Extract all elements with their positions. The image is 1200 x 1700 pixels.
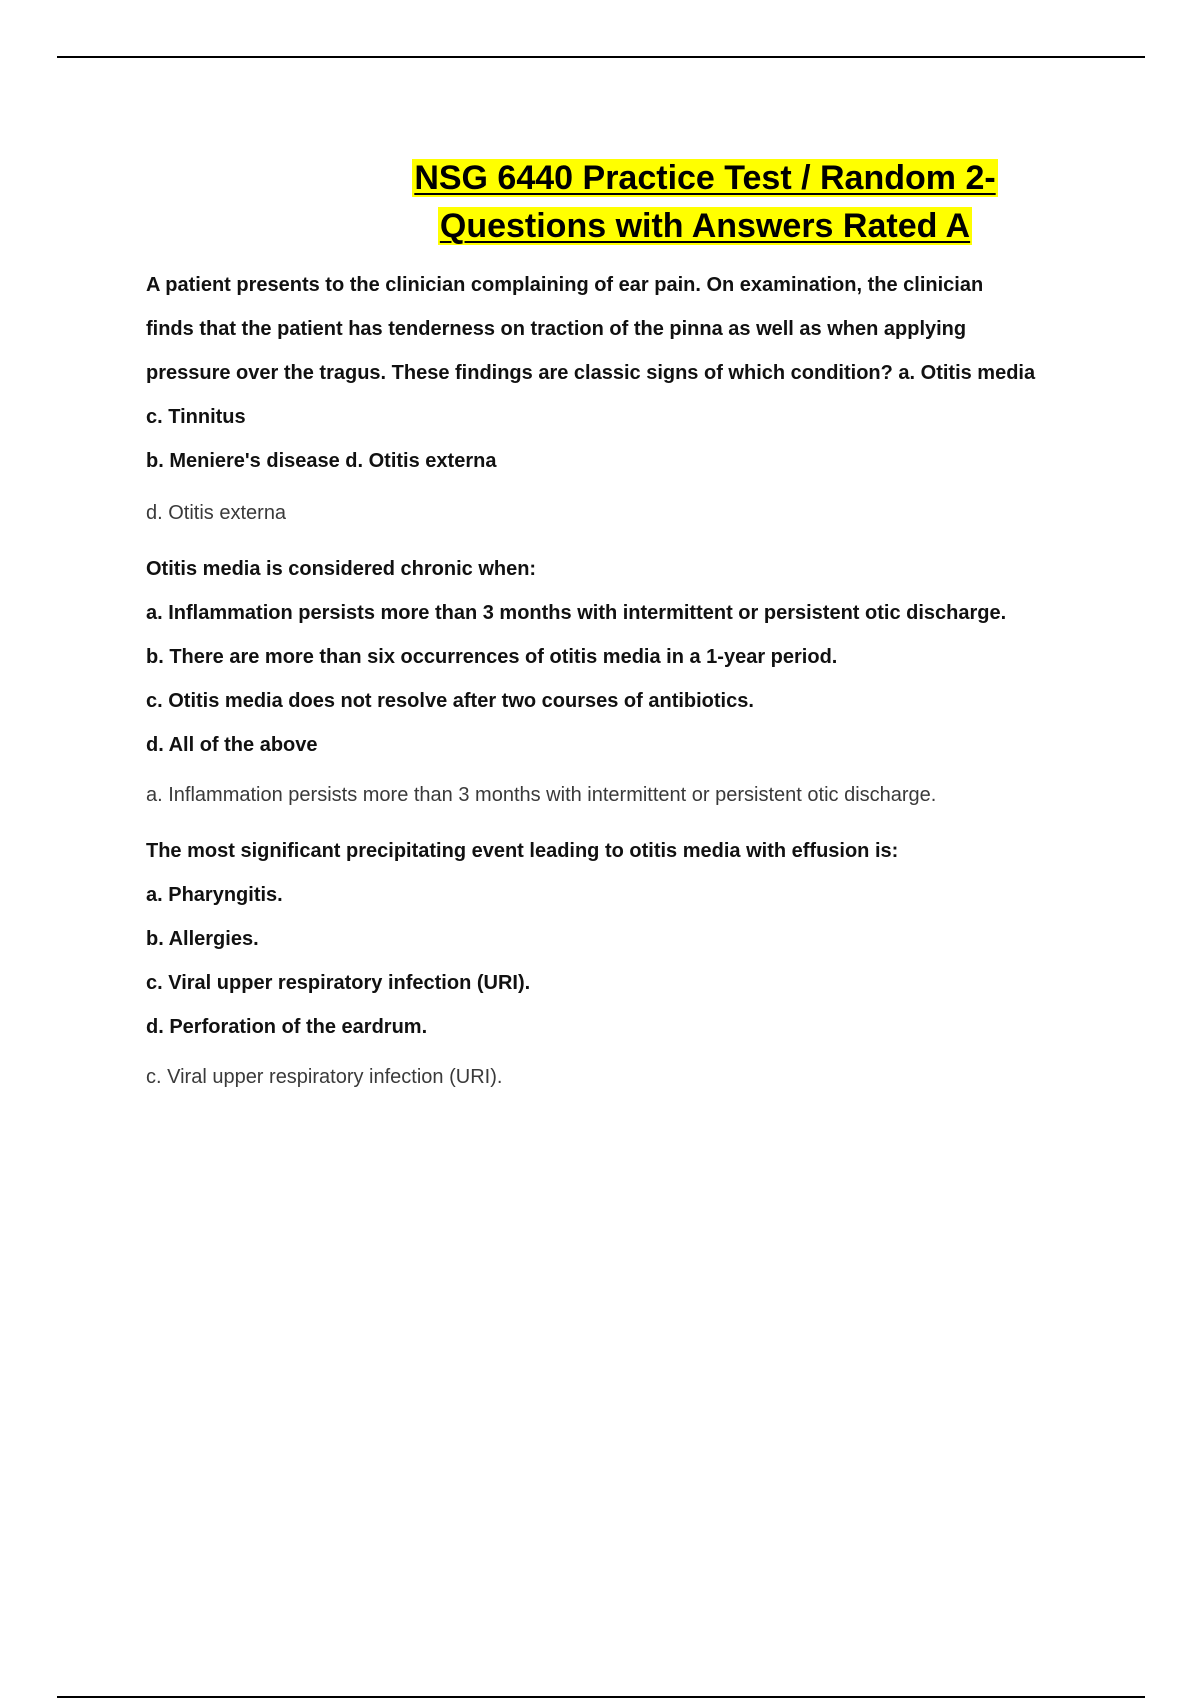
correct-answer: c. Viral upper respiratory infection (URI).	[146, 1066, 503, 1088]
question-3	[146, 829, 1076, 1091]
question-stem-line: Otitis media is considered chronic when:	[146, 558, 537, 580]
answer-option: b. Allergies.	[146, 928, 259, 950]
question-1	[146, 263, 1076, 527]
footer-rule	[57, 1696, 1145, 1698]
question-list	[146, 263, 1076, 1107]
header-rule	[57, 56, 1145, 58]
answer-option: a. Pharyngitis.	[146, 884, 283, 906]
correct-answer: d. Otitis externa	[146, 502, 287, 524]
question-stem-line: A patient presents to the clinician complaining of ear pain. On examination, the clinician	[146, 274, 984, 296]
answer-option: c. Viral upper respiratory infection (URI).	[146, 972, 531, 994]
answer-option: c. Tinnitus	[146, 406, 246, 428]
question-stem-line: The most significant precipitating event leading to otitis media with effusion is:	[146, 840, 899, 862]
answer-option: d. Perforation of the eardrum.	[146, 1016, 428, 1038]
correct-answer: a. Inflammation persists more than 3 months with intermittent or persistent otic discharge.	[146, 784, 937, 806]
answer-option: d. All of the above	[146, 734, 318, 756]
answer-option: c. Otitis media does not resolve after two courses of antibiotics.	[146, 690, 754, 712]
answer-option: b. There are more than six occurrences of otitis media in a 1-year period.	[146, 646, 838, 668]
answer-option: a. Inflammation persists more than 3 months with intermittent or persistent otic discharge.	[146, 602, 1007, 624]
question-stem-line: pressure over the tragus. These findings are classic signs of which condition? a. Otitis media	[146, 362, 1036, 384]
title-line-2: Questions with Answers Rated A	[439, 207, 971, 245]
title-line-1: NSG 6440 Practice Test / Random 2-	[414, 159, 996, 197]
question-stem-line: finds that the patient has tenderness on traction of the pinna as well as when applying	[146, 318, 967, 340]
question-2	[146, 547, 1076, 809]
document-title	[0, 154, 1200, 250]
answer-option: b. Meniere's disease d. Otitis externa	[146, 450, 497, 472]
